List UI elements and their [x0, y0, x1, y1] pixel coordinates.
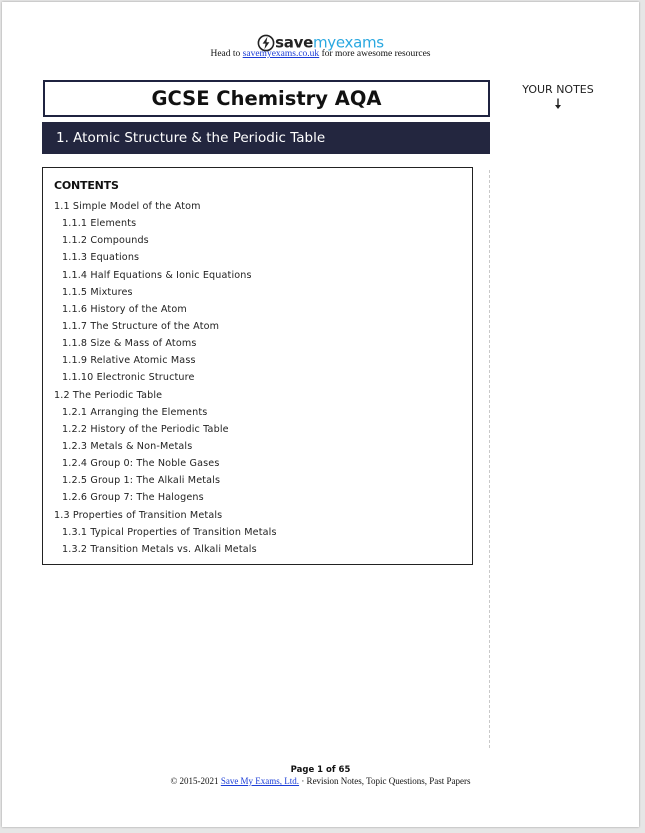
- contents-subsection-link[interactable]: 1.1.5 Mixtures: [62, 286, 133, 298]
- your-notes-label: YOUR NOTES: [522, 83, 594, 96]
- contents-panel: [42, 167, 473, 565]
- chapter-heading: 1. Atomic Structure & the Periodic Table: [42, 122, 490, 154]
- contents-subsection-link[interactable]: 1.3.2 Transition Metals vs. Alkali Metals: [62, 543, 257, 555]
- contents-subsection-link[interactable]: 1.2.5 Group 1: The Alkali Metals: [62, 475, 221, 487]
- contents-subsection-link[interactable]: 1.1.7 The Structure of the Atom: [62, 320, 220, 332]
- copyright-prefix: © 2015-2021: [170, 776, 221, 786]
- copyright-link[interactable]: Save My Exams, Ltd.: [220, 776, 300, 786]
- contents-subsection-link[interactable]: 1.1.1 Elements: [62, 218, 137, 230]
- contents-subsection-link[interactable]: 1.3.1 Typical Properties of Transition Metals: [62, 526, 277, 538]
- contents-heading: CONTENTS: [54, 179, 119, 192]
- logo-word-save: save: [275, 33, 313, 52]
- contents-subsection-link[interactable]: 1.1.9 Relative Atomic Mass: [62, 355, 196, 367]
- logo-word-my: my: [312, 33, 336, 52]
- copyright-suffix: · Revision Notes, Topic Questions, Past Papers: [299, 776, 471, 786]
- contents-list: [43, 198, 472, 558]
- page-number: Page 1 of 65: [290, 765, 351, 775]
- page-footer: [2, 765, 639, 786]
- header-tagline: [2, 49, 639, 59]
- contents-section-link[interactable]: 1.3 Properties of Transition Metals: [54, 509, 223, 521]
- tagline-suffix: for more awesome resources: [319, 49, 431, 59]
- tagline-prefix: Head to: [210, 49, 243, 59]
- notes-divider: [489, 170, 490, 748]
- down-arrow-icon: [554, 98, 562, 110]
- contents-subsection-link[interactable]: 1.1.8 Size & Mass of Atoms: [62, 338, 197, 350]
- contents-subsection-link[interactable]: 1.1.3 Equations: [62, 252, 140, 264]
- savemyexams-link[interactable]: savemyexams.co.uk: [242, 49, 320, 59]
- copyright-line: [2, 776, 639, 786]
- contents-subsection-link[interactable]: 1.1.10 Electronic Structure: [62, 372, 195, 384]
- page-title: GCSE Chemistry AQA: [43, 80, 490, 117]
- contents-section-link[interactable]: 1.2 The Periodic Table: [54, 389, 163, 401]
- contents-subsection-link[interactable]: 1.1.2 Compounds: [62, 235, 149, 247]
- contents-subsection-link[interactable]: 1.2.2 History of the Periodic Table: [62, 423, 229, 435]
- contents-subsection-link[interactable]: 1.1.4 Half Equations & Ionic Equations: [62, 269, 252, 281]
- your-notes-header: [502, 83, 614, 110]
- contents-subsection-link[interactable]: 1.1.6 History of the Atom: [62, 303, 187, 315]
- logo-word-exams: exams: [335, 33, 384, 52]
- contents-subsection-link[interactable]: 1.2.6 Group 7: The Halogens: [62, 492, 204, 504]
- contents-section-link[interactable]: 1.1 Simple Model of the Atom: [54, 201, 201, 212]
- contents-subsection-link[interactable]: 1.2.4 Group 0: The Noble Gases: [62, 458, 220, 470]
- contents-subsection-link[interactable]: 1.2.1 Arranging the Elements: [62, 406, 208, 418]
- contents-subsection-link[interactable]: 1.2.3 Metals & Non-Metals: [62, 440, 193, 452]
- document-page: [2, 2, 639, 827]
